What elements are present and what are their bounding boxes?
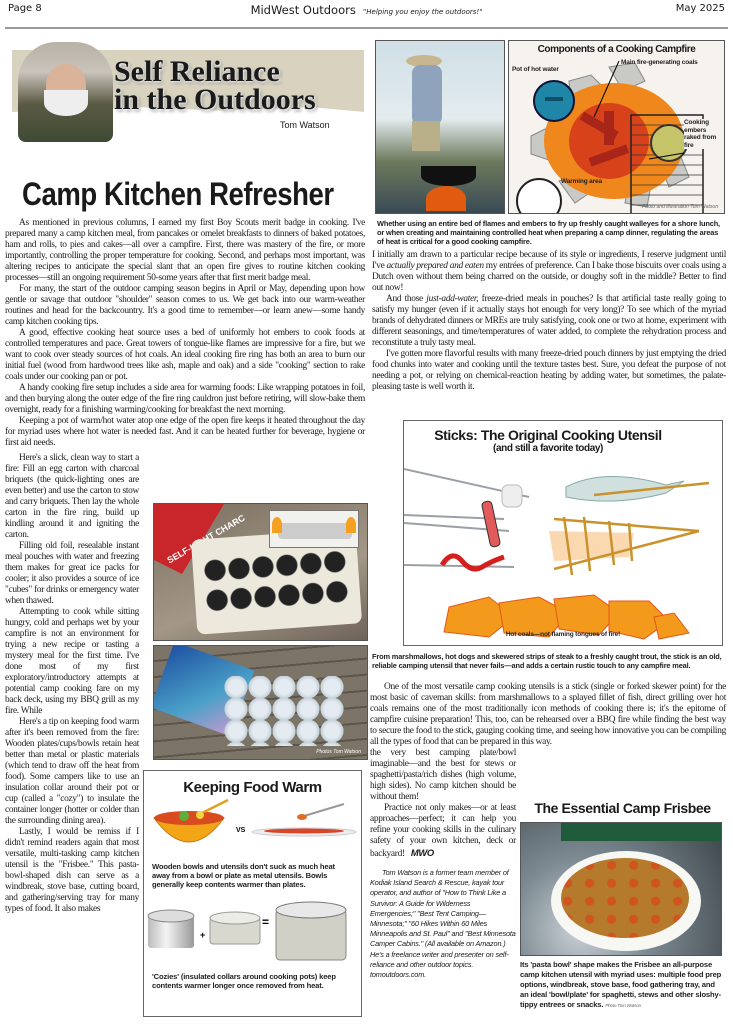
paragraph: Here's a slick, clean way to start a fire: Fill an egg carton with charcoal briquets (the quick-lighting ones are even better) and use the carton to stow and carry briquets. Then lay the whole carton in the fire ring, build up kindling around it and igniting the carton. <box>5 453 139 540</box>
paragraph: A handy cooking fire setup includes a side area for warming foods: Like wrapping potatoes in foil, and then burying along the outer edge of the fire ring cauldron just before retiring, will slow-bake them overnight, ready for a finishing warming/cooking for breakfast the next morning. <box>5 383 365 415</box>
paragraph: I've gotten more flavorful results with many freeze-dried pouch dinners by just emptying the dried food chunks into water and cooking until the texture tastes best. Sure, you defeat the purpose of not needing a pot, or relying on chemical-reaction heating by adding water, but sometimes, the palate-pleasing taste is well worth it. <box>372 349 726 392</box>
publication-name: MidWest Outdoors <box>250 3 356 17</box>
bowl-caption: Wooden bowls and utensils don't suck as much heat away from a bowl or plate as metal utensils. Bowls generally keep contents warmer than plates. <box>152 862 335 890</box>
box-title: Keeping Food Warm <box>183 779 322 796</box>
column-title-line1: Self Reliance <box>114 55 280 88</box>
label-main-coals: Main fire-generating coals <box>621 59 698 66</box>
campfire-cooking-photo <box>375 40 505 214</box>
frisbee-title: The Essential Camp Frisbee <box>534 800 711 816</box>
paragraph: Here's a tip on keeping food warm after it's been removed from the fire: Wooden plates/cups/bowls retain heat better than metal or plastic materials (which tend to draw off the heat from food). Some campers like to use an insulation collar around their pot or cup (called a "cozy") to insulate the container longer (hotter or colder than the surrounding dining area). <box>5 717 139 826</box>
masthead <box>0 3 733 17</box>
paragraph: Practice not only makes—or at least approaches—perfect; it can help you refine your cooking skills in the culinary safety of your own kitchen, deck or backyard! MWO <box>370 803 516 859</box>
tagline: "Helping you enjoy the outdoors!" <box>363 8 483 16</box>
article-body-right-mid <box>370 682 726 748</box>
sticks-subtitle: (and still a favorite today) <box>493 443 603 454</box>
paragraph: Filling old foil, resealable instant meal pouches with water and freezing them makes for great ice packs for cooler; it also provides a source of ice "cubes" for drinks or emergency water when thawed. <box>5 541 139 606</box>
ice-pouch-photo <box>153 645 368 760</box>
diagram-credit: Photo and illustration Tom Watson <box>642 204 718 210</box>
diagram-title: Components of a Cooking Campfire <box>537 44 696 55</box>
article-body-right-column <box>370 748 516 860</box>
campfire-caption: Whether using an entire bed of flames and embers to fry up freshly caught walleyes for a shore lunch, or when creating and maintaining controlled heat when preparing a camp dinner, regulating the areas of heat is critical for a good cooking campfire. <box>377 219 720 247</box>
author-bio: Tom Watson is a former team member of Kodiak Island Search & Rescue, kayak tour operator, and author of "How to Think Like a Survivor: A Guide for Wilderness Emergencies;" "Best Tent Camping—Minnesota;" "60 Hikes Within 60 Miles Minneapolis and St. Paul" and "Best Minnesota Camper Cabins." (All available on Amazon.) He's a freelance writer and presenter on self-reliance and other outdoor topics. tomoutdoors.com. <box>370 868 516 980</box>
label-warming-area: Warming area <box>561 178 602 185</box>
author-portrait <box>18 42 113 142</box>
frisbee-photo-credit: Photo Tom Watson <box>605 1003 641 1008</box>
column-title-line2: in the Outdoors <box>114 83 316 116</box>
paragraph: the very best camping plate/bowl imaginable—and the best for stews or spaghetti/pasta/rich dishes (high volume, high sides). No camp kitchen should be without them! <box>370 748 516 802</box>
article-body-left-column <box>5 453 139 915</box>
paragraph: As mentioned in previous columns, I earned my first Boy Scouts merit badge in cooking. I've prepared many a camp kitchen meal, from pancakes or omelet breakfasts to dinners of baked potatoes, ham and rolls, to pies and cakes—all over a campfire. First, there was mastery of the fire, or more importantly, controlling the proper temperature for cooking. Second, and perhaps most important, was altering recipes to anticipate the special slant that an open fire gives to routine kitchen cooking processes—still an ongoing requirement 50-some years after that first merit badge meal. <box>5 218 365 283</box>
sticks-illustration-box <box>403 420 723 646</box>
paragraph: Lastly, I would be remiss if I didn't remind readers again that most versatile, multi-tasking camp kitchen utensil is the "Frisbee." This pasta-bowl-shaped dish can serve as a windbreak, stove base, cutting board, and gathering/serving tray for many types of food. It also makes <box>5 827 139 914</box>
column-title <box>114 55 316 116</box>
label-pot-of-hot-water: Pot of hot water <box>512 66 559 73</box>
paragraph: One of the most versatile camp cooking utensils is a stick (single or forked skewer point) for the most basic of caveman skills: from marshmallows to a splayed fillet of fish, direct grilling over hot coals remains one of the most traditionally icon methods of cooking there is; it's the epitome of campfire cuisine preparation! This, too, can be rehearsed over a BBQ fire while finding the best way to secure the food to the stick, gauging cooking time, and seeing how innovative you can be compiling all the types of food that can be prepared in this way. <box>370 682 726 747</box>
hot-coals-label: Hot coals—not flaming tongues of fire! <box>505 630 621 638</box>
pot-cozy-illustration <box>144 896 360 966</box>
header-rule <box>5 27 728 29</box>
label-cooking-embers: Cooking embers raked from fire <box>684 119 722 149</box>
charcoal-bag-label: CHARC <box>213 512 247 538</box>
paragraph: For many, the start of the outdoor camping season begins in April or May, depending upon how gentle or savage that outdoor "shoulder" season comes to us. We get back into our warm-weather routines and head for the backcountry. It's a good time to remember—or learn anew—some handy camp kitchen cooking tips. <box>5 284 365 327</box>
sticks-title: Sticks: The Original Cooking Utensil <box>434 427 662 443</box>
column-author: Tom Watson <box>280 120 330 130</box>
sticks-illustration <box>404 457 722 645</box>
equals-sign: = <box>262 914 270 929</box>
campfire-components-diagram <box>508 40 725 214</box>
paragraph: Keeping a pot of warm/hot water atop one edge of the open fire keeps it heated throughout the day for myriad uses where hot water is needed fast. And it can be heated further for beverage, hygiene or first aid needs. <box>5 416 365 448</box>
issue-date: May 2025 <box>675 3 725 14</box>
vs-label: VS <box>236 827 246 834</box>
photo-credit: Photos Tom Watson <box>316 749 361 755</box>
plus-sign: + <box>200 929 206 940</box>
mwo-end-mark: MWO <box>410 847 434 858</box>
page-number: Page 8 <box>8 3 42 14</box>
frisbee-caption: Its 'pasta bowl' shape makes the Frisbee an all-purpose camp kitchen utensil with myriad uses: multiple food prep options, windbreak, stove base, food gathering tray, and an ideal 'bowl/plate' for spaghetti, stews and other sloshy-tippy entrees or snacks. Photo Tom Watson <box>520 960 722 1009</box>
paragraph: A good, effective cooking heat source uses a bed of uniformly hot embers to cook foods at controlled temperatures and pace. Great towers of tongue-like flames are impressive for a fire, but we want to cook over steady sources of hot coals. An ideal cooking fire ring has both an area to burn our initial fuel (wood from hardwood trees like ash, maple and oak) and a side "cooking" section to rake coals under our cooking pan or pot. <box>5 328 365 382</box>
keeping-food-warm-box <box>143 770 362 1017</box>
headline: Camp Kitchen Refresher <box>22 176 334 212</box>
egg-carton-charcoal-photo <box>153 503 368 641</box>
cozy-caption: 'Cozies' (insulated collars around cooking pots) keep contents warmer longer once removed from heat. <box>152 971 336 990</box>
sticks-caption: From marshmallows, hot dogs and skewered strips of steak to a freshly caught trout, the stick is an old, reliable camping utensil that never fails—and adds a certain rustic touch to any campfire meal. <box>372 652 722 671</box>
paragraph: And those just-add-water, freeze-dried meals in pouches? Is that artificial taste really going to satisfy my hunger (even if it actually stays hot enough for very long)? To see which of the myriad brands of dehydrated dinners or MREs are truly satisfying, cook one or two at home, experiment with different seasonings, and time/temperatures of water added, to complete the rehydration process and reconstitute a truly tasty meal. <box>372 294 727 348</box>
frisbee-stew-photo <box>520 822 722 956</box>
article-body-right-top <box>372 250 726 393</box>
bowl-vs-plate-illustration <box>144 796 360 856</box>
paragraph: I initially am drawn to a particular recipe because of its style or ingredients, I reserve judgment until I've actually prepared and eaten my entrées of preference. Can I bake those biscuits over coals using a Dutch oven without them being charred on the outside, or doughy soft in the middle? Better to find out now! <box>372 250 726 293</box>
paragraph: Attempting to cook while sitting hungry, cold and perhaps wet by your campfire is not an environment for trying a new recipe or tasting a mystery meal for the first time. I've done most of my first exploratory/introductory attempts at potential camp cooking fare on my back deck, using my BBQ grill as my fire. While <box>5 607 139 716</box>
article-body-intro <box>5 218 365 449</box>
